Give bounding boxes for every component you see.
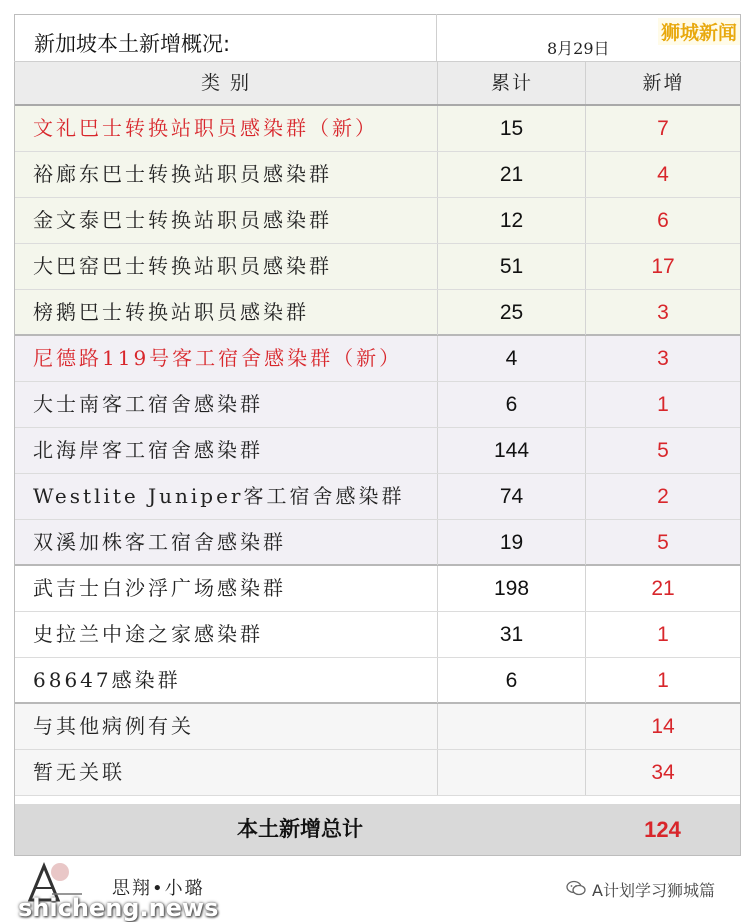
cluster-name: 大士南客工宿舍感染群 xyxy=(33,392,263,416)
table-row xyxy=(15,336,740,382)
cluster-name: 武吉士白沙浮广场感染群 xyxy=(33,576,286,600)
cumulative-count: 6 xyxy=(437,382,585,427)
table-row xyxy=(15,750,740,796)
new-count: 6 xyxy=(585,198,740,243)
header-category: 类 别 xyxy=(200,72,252,94)
cluster-name: 尼德路119号客工宿舍感染群（新） xyxy=(33,346,403,370)
cumulative-count: 4 xyxy=(437,336,585,381)
cluster-name: 榜鹅巴士转换站职员感染群 xyxy=(33,300,309,324)
cluster-name: 裕廊东巴士转换站职员感染群 xyxy=(33,162,332,186)
cumulative-count: 15 xyxy=(437,106,585,151)
cluster-name: 史拉兰中途之家感染群 xyxy=(33,622,263,646)
cumulative-count: 12 xyxy=(437,198,585,243)
cluster-name: 双溪加株客工宿舍感染群 xyxy=(33,530,286,554)
report-date: 8月29日 xyxy=(547,39,610,58)
cluster-name: 北海岸客工宿舍感染群 xyxy=(33,438,263,462)
table-row xyxy=(15,566,740,612)
table-row xyxy=(15,152,740,198)
header-new: 新增 xyxy=(585,62,741,104)
cluster-name: 金文泰巴士转换站职员感染群 xyxy=(33,208,332,232)
summary-row xyxy=(15,804,740,855)
new-count: 1 xyxy=(585,658,740,703)
new-count: 17 xyxy=(585,244,740,289)
new-count: 7 xyxy=(585,106,740,151)
footer xyxy=(0,856,754,922)
new-count: 5 xyxy=(585,520,740,565)
new-count: 3 xyxy=(585,290,740,335)
new-count: 5 xyxy=(585,428,740,473)
table-row xyxy=(15,198,740,244)
table-title: 新加坡本土新增概况: xyxy=(34,32,231,56)
cumulative-count xyxy=(437,704,585,749)
cluster-name: Westlite Juniper客工宿舍感染群 xyxy=(33,484,405,508)
table-header-row xyxy=(15,62,740,106)
table-row xyxy=(15,658,740,704)
new-count: 1 xyxy=(585,612,740,657)
summary-value: 124 xyxy=(644,817,681,842)
header-total: 累计 xyxy=(437,62,586,104)
cluster-name: 与其他病例有关 xyxy=(33,714,194,738)
account-name: A计划学习狮城篇 xyxy=(592,881,715,900)
cumulative-count: 31 xyxy=(437,612,585,657)
table-row xyxy=(15,612,740,658)
site-watermark: shicheng.news xyxy=(18,894,219,922)
table-row xyxy=(15,106,740,152)
table-row xyxy=(15,474,740,520)
table-row xyxy=(15,520,740,566)
new-count: 21 xyxy=(585,566,740,611)
cumulative-count: 25 xyxy=(437,290,585,335)
new-count: 14 xyxy=(585,704,740,749)
table-row xyxy=(15,244,740,290)
cluster-name: 68647感染群 xyxy=(33,668,181,692)
table-body xyxy=(15,106,740,796)
table-row xyxy=(15,704,740,750)
cumulative-count: 74 xyxy=(437,474,585,519)
new-count: 3 xyxy=(585,336,740,381)
new-count: 34 xyxy=(585,750,740,795)
cluster-name: 文礼巴士转换站职员感染群（新） xyxy=(33,116,378,140)
cumulative-count: 21 xyxy=(437,152,585,197)
brand-label: 狮城新闻 xyxy=(658,18,740,45)
new-count: 1 xyxy=(585,382,740,427)
author-name: 思翔•小璐 xyxy=(112,878,205,899)
new-count: 2 xyxy=(585,474,740,519)
table-row xyxy=(15,428,740,474)
table-row xyxy=(15,290,740,336)
cumulative-count: 6 xyxy=(437,658,585,703)
table-row xyxy=(15,382,740,428)
wechat-icon xyxy=(566,880,586,896)
cluster-name: 大巴窑巴士转换站职员感染群 xyxy=(33,254,332,278)
cumulative-count: 198 xyxy=(437,566,585,611)
table-title-row xyxy=(14,14,741,62)
cumulative-count: 51 xyxy=(437,244,585,289)
cumulative-count xyxy=(437,750,585,795)
cluster-name: 暂无关联 xyxy=(33,760,125,784)
cumulative-count: 19 xyxy=(437,520,585,565)
summary-label: 本土新增总计 xyxy=(237,817,363,841)
cumulative-count: 144 xyxy=(437,428,585,473)
new-count: 4 xyxy=(585,152,740,197)
